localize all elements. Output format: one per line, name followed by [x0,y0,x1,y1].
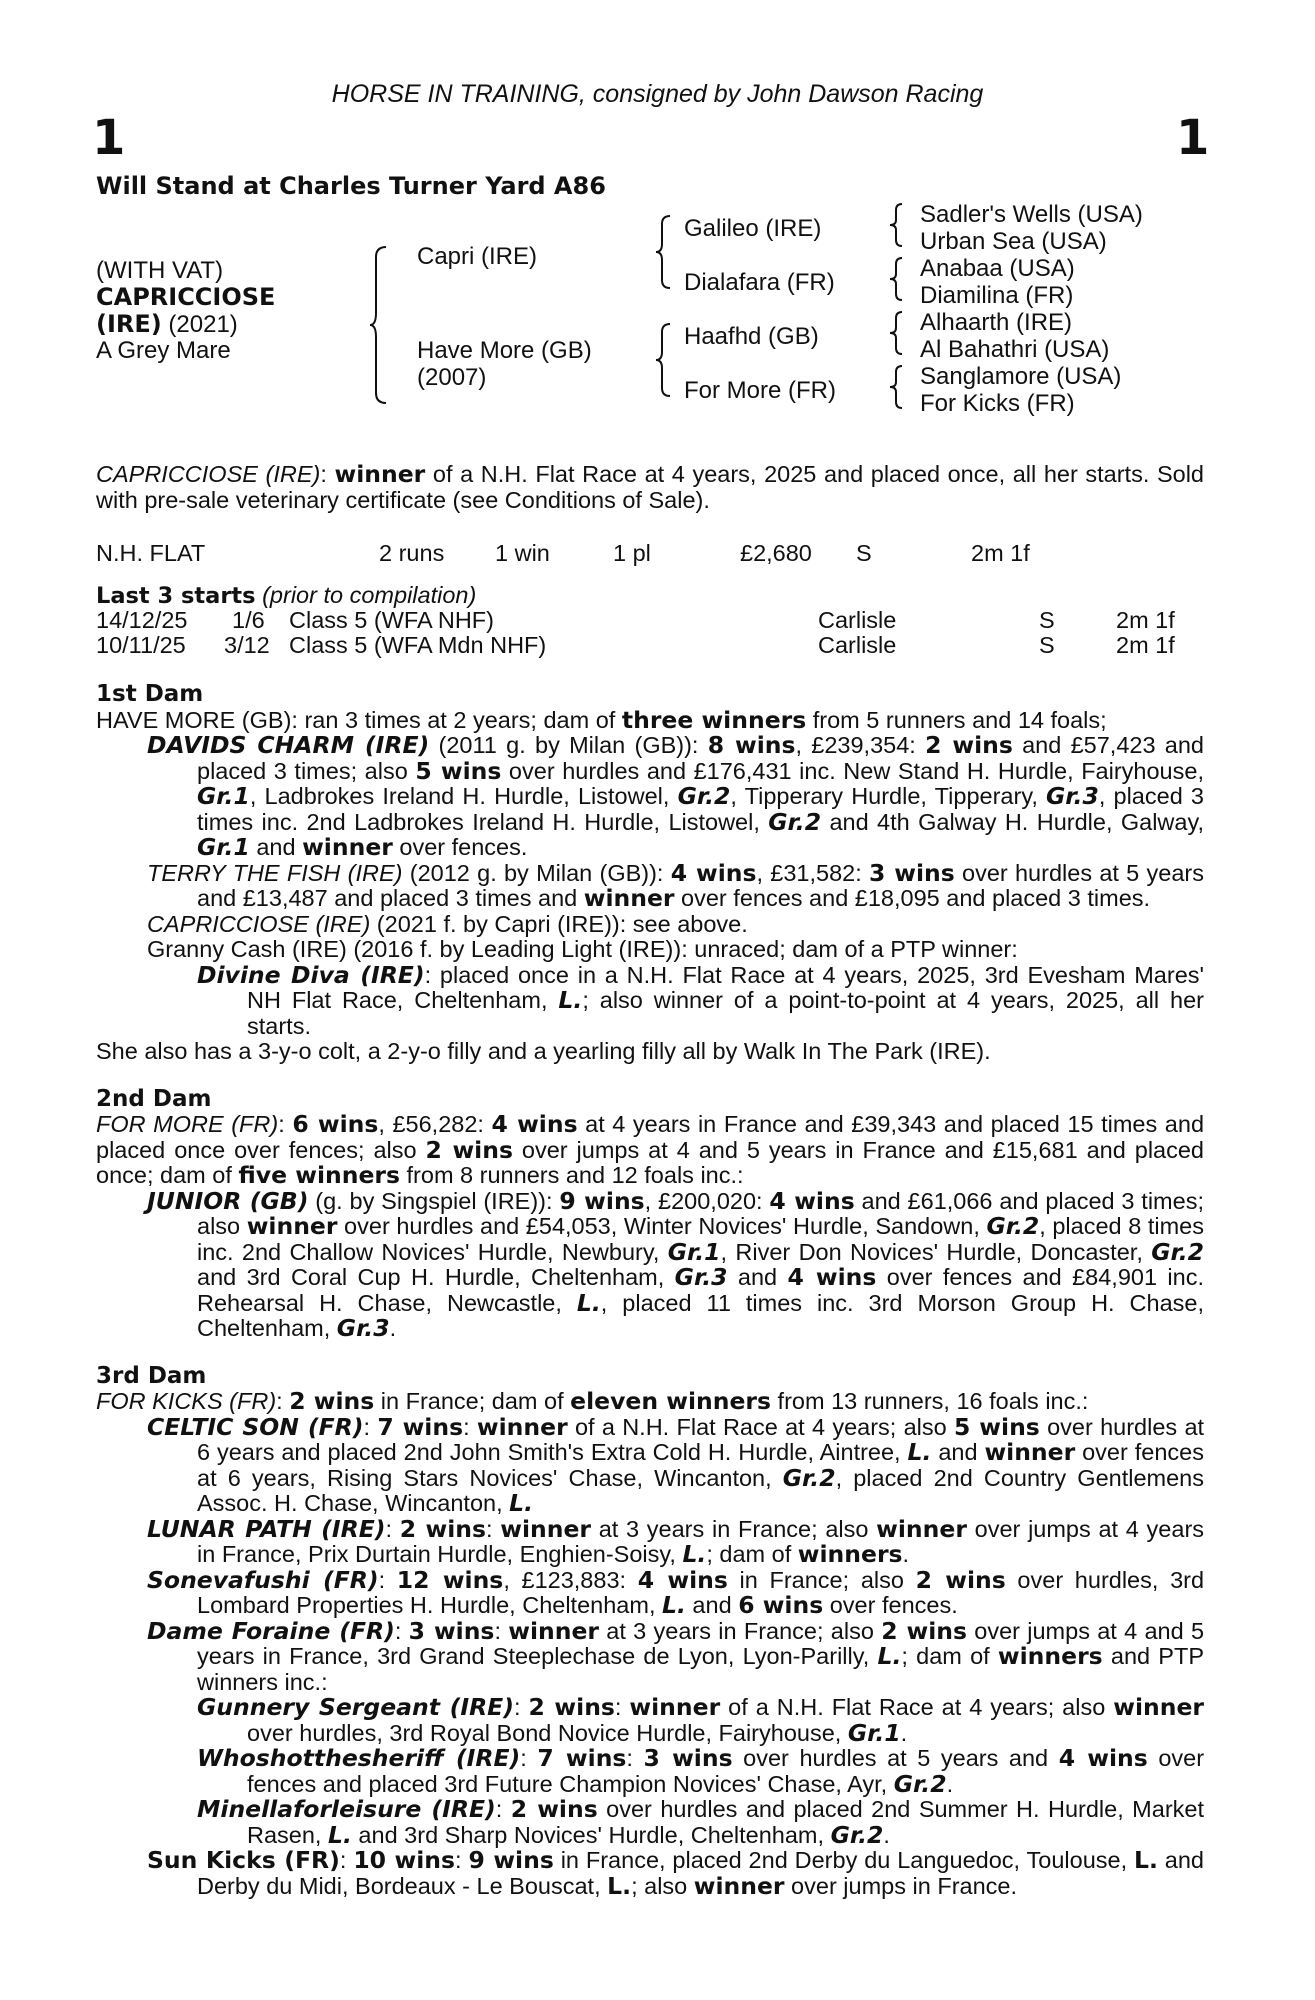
progeny-entry [96,858,1204,912]
emphasis-text: 6 wins [292,1110,379,1138]
body-text: Granny Cash (IRE) (2016 f. by Leading Light (IRE)): unraced; dam of a PTP winner: [147,936,1018,962]
body-text: over hurdles, 3rd Royal Bond Novice Hurdle, Fairyhouse, [247,1719,848,1746]
emphasis-text: 10 wins [353,1846,456,1874]
body-text: (2011 g. by Milan (GB)): [429,732,708,758]
body-text: , £239,354: [795,732,926,758]
body-text: ; dam of [901,1643,998,1669]
start-course: Carlisle [818,632,897,658]
emphasis-text: winners [797,1540,903,1568]
emphasis-text: five winners [238,1161,400,1189]
body-text: over jumps in France. [784,1872,1018,1899]
emphasis-text: Gr.2 [1151,1237,1204,1266]
emphasis-text: Dame Foraine (FR) [147,1616,395,1645]
emphasis-text: 7 wins [377,1412,464,1441]
start-race: Class 5 (WFA Mdn NHF) [289,632,547,658]
emphasis-text: Gr.1 [847,1718,901,1747]
emphasis-text: L. [558,986,583,1014]
body-text: : [278,1111,293,1137]
emphasis-text: Gr.2 [893,1769,947,1798]
summary-section [96,462,1204,513]
emphasis-text: Sun Kicks (FR) [147,1846,340,1874]
body-text: of a N.H. Flat Race at 4 years; also [720,1694,1114,1720]
pedigree-sire: Capri (IRE) [417,243,538,270]
emphasis-text: L. [328,1820,352,1849]
body-text: over hurdles and £176,431 inc. New Stand H. Hurdle, Fairyhouse, [501,757,1204,784]
body-text: , Tipperary Hurdle, Tipperary, [730,783,1047,809]
body-text: and [685,1592,739,1618]
emphasis-text: Gr.2 [986,1212,1040,1240]
body-text: , £123,883: [503,1566,638,1593]
last-start-row [96,632,1204,658]
body-text: She also has a 3-y-o colt, a 2-y-o filly and a yearling filly all by Walk In The Park (IRE). [96,1038,991,1064]
body-text: , placed 8 times inc. 2nd Challow Novices' Hurdle, Newbury, [197,1213,1204,1265]
body-text: over fences. [823,1592,958,1618]
pedigree-bracket-g3-1 [888,202,908,248]
third-dam-section [96,1364,1204,1900]
emphasis-text: L. [907,1438,932,1466]
emphasis-text: winner [876,1514,967,1543]
body-text: in France, placed 2nd Derby du Languedoc, Toulouse, [553,1847,1134,1873]
lot-number-right: 1 [1176,110,1210,166]
pedigree-g2-3: Haafhd (GB) [684,323,819,350]
emphasis-text: winner [693,1871,785,1900]
emphasis-text: 3 wins [408,1616,495,1645]
emphasis-text: JUNIOR (GB) [147,1186,309,1215]
progeny-entry [96,1039,1204,1065]
first-dam-section [96,682,1204,1065]
emphasis-text: Divine Diva (IRE) [197,960,425,989]
body-text: : [614,1694,630,1720]
horse-suffix: (IRE) [96,310,162,338]
body-text: from 8 runners and 12 foals inc.: [400,1162,744,1188]
body-text: over hurdles and £54,053, Winter Novices' Hurdle, Sandown, [337,1213,987,1239]
body-text: , £31,582: [756,859,869,886]
emphasis-text: Gunnery Sergeant (IRE) [197,1693,514,1721]
summary-text: of a N.H. Flat Race at 4 years, 2025 and placed once, all her starts. Sold with pre-sale veterinary certificate (see Conditions of Sale). [96,461,1205,513]
emphasis-text: 12 wins [396,1565,504,1594]
progeny-entry [96,1848,1204,1899]
emphasis-text: winner [629,1693,721,1721]
body-text: : [339,1847,354,1873]
body-text: from 13 runners, 16 foals inc.: [771,1388,1089,1414]
body-text: . [883,1821,890,1848]
emphasis-text: Gr.3 [336,1314,390,1342]
progeny-entry [96,937,1204,963]
body-text: ; dam of [706,1541,798,1567]
emphasis-text: 3 wins [643,1744,733,1772]
horse-origin-year [96,311,238,338]
record-earnings: £2,680 [740,540,812,566]
body-text: and £61,066 and placed 3 times; also [197,1187,1204,1239]
start-date: 14/12/25 [96,607,188,633]
progeny-entry [96,1565,1205,1619]
record-places: 1 pl [613,540,651,566]
start-position: 1/6 [232,607,265,633]
section-heading: 1st Dam [96,681,204,707]
emphasis-text: 2 wins [289,1387,375,1415]
dam-intro [96,1112,1204,1189]
pedigree-bracket-g2-top [654,214,676,290]
progeny-entry [96,1412,1205,1517]
body-text: and 3rd Coral Cup H. Hurdle, Cheltenham, [197,1264,675,1290]
emphasis-text: 3 wins [869,858,955,887]
emphasis-text: 2 wins [915,1565,1006,1594]
emphasis-text: three winners [621,705,807,734]
body-text: : placed once in a N.H. Flat Race at 4 years, 2025, 3rd Evesham Mares' NH Flat Race, Cheltenham, [247,961,1204,1013]
body-text: . [902,1541,910,1567]
body-text: : [378,1566,397,1593]
progeny-entry [96,1186,1205,1342]
pedigree-g2-4: For More (FR) [684,377,836,404]
summary-text: : [320,461,335,487]
emphasis-text: L. [607,1871,632,1900]
last-starts-heading [96,582,476,609]
emphasis-text: winner [583,884,675,912]
emphasis-text: 2 wins [399,1514,486,1543]
body-text: at 4 years in France and £39,343 and placed 15 times and placed once over fences; also [96,1111,1205,1163]
emphasis-text: 4 wins [769,1186,855,1215]
summary-paragraph [96,462,1204,513]
pedigree-g3-1: Sadler's Wells (USA) [920,201,1143,228]
emphasis-text: Gr.2 [768,807,822,836]
consignor-header: HORSE IN TRAINING, consigned by John Dawson Racing [331,80,984,108]
summary-winner: winner [334,460,426,488]
body-text: ; also winner of a point-to-point at 4 years, 2025, all her starts. [247,987,1204,1039]
body-text: over fences at 6 years, Rising Stars Novices' Chase, Wincanton, [197,1439,1204,1491]
body-text: : [494,1617,509,1644]
body-text: over fences. [392,834,528,860]
body-text: over hurdles and placed 2nd Summer H. Hurdle, Market Rasen, [247,1796,1205,1848]
body-text: : [276,1388,290,1414]
body-text: : [485,1515,501,1542]
emphasis-text: 2 wins [425,1135,513,1164]
emphasis-text: 4 wins [670,858,757,887]
last-starts-title: Last 3 starts [96,583,256,609]
progeny-entry [96,1616,1205,1696]
body-text: : [394,1617,409,1644]
body-text: , £200,020: [644,1187,770,1214]
body-text: . [900,1719,908,1746]
section-heading: 2nd Dam [96,1085,212,1112]
body-text: and [727,1264,788,1290]
body-text: over jumps at 4 years in France, Prix Durtain Hurdle, Enghien-Soisy, [197,1515,1205,1567]
body-text: (2012 g. by Milan (GB)): [402,859,671,886]
body-text: over fences and placed 3rd Future Champion Novices' Chase, Ayr, [247,1745,1205,1797]
dam-intro [96,1389,1204,1415]
body-text: and 4th Galway H. Hurdle, Galway, [821,808,1204,835]
horse-description: A Grey Mare [96,337,231,364]
body-text: over fences and £84,901 inc. Rehearsal H. Chase, Newcastle, [197,1264,1204,1316]
emphasis-text: Gr.2 [677,782,731,810]
progeny-entry [96,733,1204,861]
pedigree-bracket-g2-bottom [654,322,676,398]
emphasis-text: L. [509,1489,534,1517]
record-wins: 1 win [495,540,550,566]
emphasis-text: Gr.1 [197,782,250,810]
emphasis-text: winner [508,1616,600,1645]
emphasis-text: L. [682,1540,707,1568]
emphasis-text: Gr.1 [667,1237,721,1266]
pedigree-bracket-g1 [368,245,392,405]
emphasis-text: winner [500,1514,591,1543]
body-text: and £57,423 and placed 3 times; also [197,732,1204,784]
dam-intro [96,705,1204,734]
emphasis-text: 4 wins [787,1263,877,1291]
body-text: , placed 3 times inc. 2nd Ladbrokes Ireland H. Hurdle, Listowel, [197,783,1204,835]
body-text: , placed 2nd Country Gentlemens Assoc. H. Chase, Wincanton, [197,1464,1204,1516]
body-text: : [495,1796,511,1822]
body-text: at 3 years in France; also [591,1515,877,1542]
pedigree-bracket-g3-2 [888,256,908,302]
body-text: : [463,1413,477,1440]
emphasis-text: Gr.3 [1046,782,1099,810]
progeny-entry [96,1514,1205,1568]
body-text: HAVE MORE (GB): ran 3 times at 2 years; dam of [96,706,622,733]
start-distance: 2m 1f [1116,632,1175,658]
body-text: over hurdles at 6 years and placed 2nd John Smith's Extra Cold H. Hurdle, Aintree, [197,1413,1205,1465]
race-record [96,540,1204,568]
body-text: : [385,1515,400,1542]
emphasis-text: FOR MORE (FR) [96,1111,279,1137]
start-distance: 2m 1f [1116,607,1175,633]
emphasis-text: winner [984,1438,1076,1466]
body-text: : [363,1413,378,1440]
emphasis-text: 9 wins [559,1186,645,1215]
body-text: (2021 f. by Capri (IRE)): see above. [370,910,748,937]
body-text: over hurdles, 3rd Lombard Properties H. Hurdle, Cheltenham, [197,1566,1205,1618]
emphasis-text: 2 wins [925,731,1013,759]
start-position: 3/12 [224,632,270,658]
emphasis-text: 5 wins [954,1412,1040,1441]
body-text: : [520,1745,538,1771]
emphasis-text: winner [1113,1693,1205,1721]
pedigree-g2-1: Galileo (IRE) [684,215,822,242]
pedigree-g3-8: For Kicks (FR) [920,390,1075,417]
emphasis-text: LUNAR PATH (IRE) [147,1514,386,1543]
body-text: : [513,1694,529,1720]
horse-name: CAPRICCIOSE [96,283,276,311]
body-text: (g. by Singspiel (IRE)): [308,1187,560,1214]
emphasis-text: L. [877,1642,902,1670]
body-text: in France; dam of [374,1388,571,1414]
body-text: of a N.H. Flat Race at 4 years; also [567,1413,955,1440]
summary-horse-name: CAPRICCIOSE (IRE) [96,461,321,487]
emphasis-text: 4 wins [1058,1744,1148,1772]
body-text: from 5 runners and 14 foals; [806,706,1107,733]
progeny-entry [96,1746,1204,1797]
body-text: , River Don Novices' Hurdle, Doncaster, [720,1238,1152,1265]
pedigree-g3-5: Alhaarth (IRE) [920,309,1073,336]
emphasis-text: Gr.3 [674,1263,728,1291]
start-going: S [1039,632,1055,658]
emphasis-text: 2 wins [510,1795,598,1823]
pedigree-g3-4: Diamilina (FR) [920,282,1074,309]
last-start-row [96,607,1204,633]
progeny-entry [96,1695,1204,1746]
pedigree-bracket-g3-3 [888,310,908,356]
emphasis-text: L. [1134,1846,1158,1874]
pedigree-bracket-g3-4 [888,364,908,410]
emphasis-text: 7 wins [537,1744,627,1772]
emphasis-text: Minellaforleisure (IRE) [197,1795,496,1823]
emphasis-text: 8 wins [707,731,796,759]
body-text: over jumps at 4 and 5 years in France and £15,681 and placed once; dam of [96,1136,1205,1188]
body-text: . [946,1770,954,1797]
body-text: : [626,1745,644,1771]
pedigree-g2-2: Dialafara (FR) [684,269,835,296]
stand-location: Will Stand at Charles Turner Yard A86 [96,172,606,200]
emphasis-text: TERRY THE FISH (IRE) [147,859,403,886]
emphasis-text: 2 wins [528,1693,615,1721]
body-text: over hurdles at 5 years and [732,1745,1059,1771]
start-going: S [1039,607,1055,633]
body-text: and PTP winners inc.: [197,1643,1204,1695]
emphasis-text: Whoshotthesheriff (IRE) [197,1744,521,1772]
lot-number-left: 1 [92,110,126,166]
last-starts-note: (prior to compilation) [262,582,477,608]
body-text: at 3 years in France; also [599,1617,882,1644]
pedigree-g3-3: Anabaa (USA) [920,255,1075,282]
body-text: and Derby du Midi, Bordeaux - Le Bouscat, [197,1847,1204,1899]
body-text: over fences and £18,095 and placed 3 times. [674,885,1151,911]
horse-year: (2021) [168,311,238,338]
emphasis-text: 2 wins [881,1616,967,1645]
pedigree-dam: Have More (GB) [417,337,592,364]
body-text: over hurdles at 5 years and £13,487 and placed 3 times and [197,859,1204,911]
emphasis-text: 4 wins [637,1565,728,1594]
pedigree-g3-6: Al Bahathri (USA) [920,336,1110,363]
pedigree-g3-2: Urban Sea (USA) [920,228,1107,255]
body-text: and [931,1439,985,1465]
body-text: ; also [631,1872,694,1899]
start-date: 10/11/25 [96,632,186,658]
emphasis-text: eleven winners [570,1387,772,1415]
body-text: . [389,1315,397,1341]
emphasis-text: 5 wins [415,756,502,785]
emphasis-text: Sonevafushi (FR) [147,1565,379,1594]
emphasis-text: L. [662,1591,686,1619]
progeny-entry [96,960,1204,1040]
emphasis-text: winner [302,833,393,861]
emphasis-text: winner [246,1212,338,1240]
body-text: over jumps at 4 and 5 years in France, 3rd Grand Steeplechase de Lyon, Lyon-Parilly, [197,1617,1205,1669]
record-going: S [856,540,872,566]
record-category: N.H. FLAT [96,540,206,566]
emphasis-text: winners [997,1642,1103,1670]
record-runs: 2 runs [379,540,445,566]
emphasis-text: CELTIC SON (FR) [147,1412,364,1441]
start-course: Carlisle [818,607,897,633]
body-text: and [249,834,303,860]
start-race: Class 5 (WFA NHF) [289,607,494,633]
produce-record [96,660,1204,1899]
second-dam-section [96,1087,1204,1342]
emphasis-text: 4 wins [491,1110,578,1138]
progeny-entry [96,1797,1204,1848]
pedigree-g3-7: Sanglamore (USA) [920,363,1122,390]
emphasis-text: Gr.1 [197,833,250,861]
emphasis-text: 6 wins [738,1591,824,1619]
body-text: , Ladbrokes Ireland H. Hurdle, Listowel, [249,783,678,809]
pedigree-dam-year: (2007) [417,364,487,391]
body-text: , £56,282: [378,1111,492,1137]
body-text: in France; also [727,1566,916,1593]
record-distance: 2m 1f [971,540,1030,566]
emphasis-text: DAVIDS CHARM (IRE) [147,731,430,759]
vat-note: (WITH VAT) [96,257,224,284]
body-text: and 3rd Sharp Novices' Hurdle, Cheltenham, [351,1821,831,1848]
emphasis-text: L. [576,1288,601,1317]
emphasis-text: Gr.2 [830,1820,884,1849]
emphasis-text: Gr.2 [782,1463,836,1492]
emphasis-text: CAPRICCIOSE (IRE) [147,910,371,937]
emphasis-text: winner [476,1412,568,1441]
section-heading: 3rd Dam [96,1362,207,1389]
emphasis-text: 9 wins [468,1846,554,1874]
body-text: : [455,1847,469,1873]
body-text: , placed 11 times inc. 3rd Morson Group H. Chase, Cheltenham, [197,1289,1205,1341]
progeny-entry [96,912,1204,938]
emphasis-text: FOR KICKS (FR) [96,1388,277,1414]
